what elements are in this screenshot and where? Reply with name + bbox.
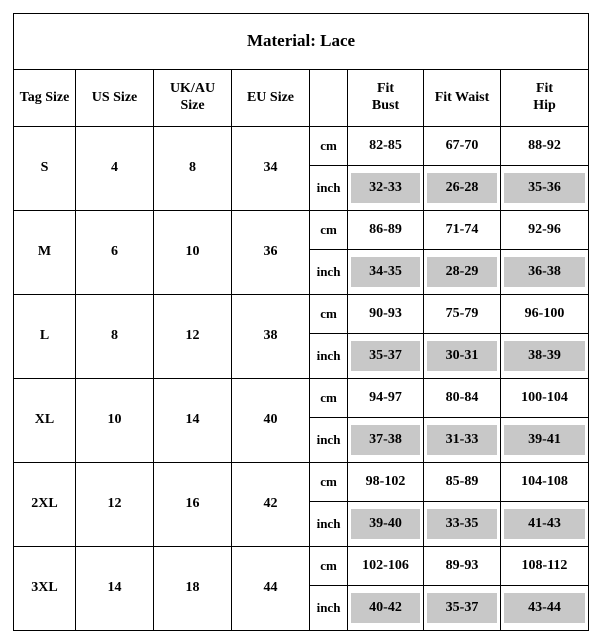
- table-title: Material: Lace: [14, 14, 589, 70]
- waist-inch-value: 28-29: [427, 257, 497, 287]
- bust-inch-value: 32-33: [351, 173, 420, 203]
- eu-size-cell: 44: [232, 547, 310, 631]
- unit-cm-label: cm: [310, 127, 348, 166]
- header-fit-hip: Fit Hip: [501, 70, 589, 127]
- hip-inch-cell: [501, 250, 589, 295]
- bust-cm-cell: 82-85: [348, 127, 424, 166]
- us-size-cell: 10: [76, 379, 154, 463]
- us-size-cell: 6: [76, 211, 154, 295]
- hip-inch-value: 39-41: [504, 425, 585, 455]
- header-uk-au-size: UK/AU Size: [154, 70, 232, 127]
- hip-cm-cell: 108-112: [501, 547, 589, 586]
- tag-size-cell: XL: [14, 379, 76, 463]
- hip-cm-cell: 96-100: [501, 295, 589, 334]
- bust-inch-value: 35-37: [351, 341, 420, 371]
- header-us-size: US Size: [76, 70, 154, 127]
- unit-inch-label: inch: [310, 418, 348, 463]
- unit-inch-label: inch: [310, 166, 348, 211]
- hip-inch-cell: [501, 166, 589, 211]
- bust-inch-value: 40-42: [351, 593, 420, 623]
- table-row: [14, 379, 589, 418]
- hip-inch-value: 43-44: [504, 593, 585, 623]
- waist-cm-cell: 80-84: [424, 379, 501, 418]
- hip-cm-cell: 88-92: [501, 127, 589, 166]
- hip-inch-value: 38-39: [504, 341, 585, 371]
- hip-inch-value: 35-36: [504, 173, 585, 203]
- hip-cm-cell: 104-108: [501, 463, 589, 502]
- unit-cm-label: cm: [310, 295, 348, 334]
- bust-cm-cell: 86-89: [348, 211, 424, 250]
- tag-size-cell: L: [14, 295, 76, 379]
- bust-inch-value: 34-35: [351, 257, 420, 287]
- hip-inch-cell: [501, 586, 589, 631]
- hip-cm-cell: 92-96: [501, 211, 589, 250]
- waist-inch-cell: [424, 502, 501, 547]
- uk-au-size-cell: 14: [154, 379, 232, 463]
- unit-inch-label: inch: [310, 586, 348, 631]
- waist-inch-cell: [424, 166, 501, 211]
- bust-inch-cell: [348, 334, 424, 379]
- us-size-cell: 12: [76, 463, 154, 547]
- header-tag-size: Tag Size: [14, 70, 76, 127]
- hip-inch-value: 41-43: [504, 509, 585, 539]
- bust-inch-cell: [348, 418, 424, 463]
- bust-inch-cell: [348, 502, 424, 547]
- waist-cm-cell: 75-79: [424, 295, 501, 334]
- waist-inch-cell: [424, 334, 501, 379]
- bust-inch-value: 37-38: [351, 425, 420, 455]
- uk-au-size-cell: 18: [154, 547, 232, 631]
- table-row: [14, 211, 589, 250]
- waist-cm-cell: 89-93: [424, 547, 501, 586]
- uk-au-size-cell: 8: [154, 127, 232, 211]
- hip-cm-cell: 100-104: [501, 379, 589, 418]
- tag-size-cell: S: [14, 127, 76, 211]
- bust-inch-cell: [348, 166, 424, 211]
- waist-inch-value: 35-37: [427, 593, 497, 623]
- header-fit-bust: Fit Bust: [348, 70, 424, 127]
- uk-au-size-cell: 12: [154, 295, 232, 379]
- bust-inch-cell: [348, 250, 424, 295]
- bust-cm-cell: 98-102: [348, 463, 424, 502]
- bust-inch-cell: [348, 586, 424, 631]
- table-row: [14, 463, 589, 502]
- waist-inch-cell: [424, 418, 501, 463]
- size-chart-table: [13, 13, 589, 631]
- tag-size-cell: M: [14, 211, 76, 295]
- waist-inch-cell: [424, 250, 501, 295]
- unit-cm-label: cm: [310, 211, 348, 250]
- unit-cm-label: cm: [310, 547, 348, 586]
- eu-size-cell: 34: [232, 127, 310, 211]
- bust-cm-cell: 90-93: [348, 295, 424, 334]
- hip-inch-cell: [501, 418, 589, 463]
- eu-size-cell: 40: [232, 379, 310, 463]
- hip-inch-value: 36-38: [504, 257, 585, 287]
- header-eu-size: EU Size: [232, 70, 310, 127]
- waist-inch-value: 30-31: [427, 341, 497, 371]
- hip-inch-cell: [501, 334, 589, 379]
- unit-cm-label: cm: [310, 379, 348, 418]
- eu-size-cell: 36: [232, 211, 310, 295]
- hip-inch-cell: [501, 502, 589, 547]
- waist-cm-cell: 71-74: [424, 211, 501, 250]
- unit-inch-label: inch: [310, 502, 348, 547]
- tag-size-cell: 2XL: [14, 463, 76, 547]
- us-size-cell: 8: [76, 295, 154, 379]
- us-size-cell: 4: [76, 127, 154, 211]
- header-fit-waist: Fit Waist: [424, 70, 501, 127]
- waist-inch-value: 26-28: [427, 173, 497, 203]
- table-row: [14, 295, 589, 334]
- bust-cm-cell: 94-97: [348, 379, 424, 418]
- waist-inch-cell: [424, 586, 501, 631]
- waist-inch-value: 33-35: [427, 509, 497, 539]
- waist-inch-value: 31-33: [427, 425, 497, 455]
- unit-inch-label: inch: [310, 334, 348, 379]
- bust-inch-value: 39-40: [351, 509, 420, 539]
- waist-cm-cell: 85-89: [424, 463, 501, 502]
- waist-cm-cell: 67-70: [424, 127, 501, 166]
- bust-cm-cell: 102-106: [348, 547, 424, 586]
- table-row: [14, 547, 589, 586]
- us-size-cell: 14: [76, 547, 154, 631]
- uk-au-size-cell: 10: [154, 211, 232, 295]
- header-unit: [310, 70, 348, 127]
- eu-size-cell: 42: [232, 463, 310, 547]
- unit-inch-label: inch: [310, 250, 348, 295]
- tag-size-cell: 3XL: [14, 547, 76, 631]
- unit-cm-label: cm: [310, 463, 348, 502]
- uk-au-size-cell: 16: [154, 463, 232, 547]
- table-row: [14, 127, 589, 166]
- eu-size-cell: 38: [232, 295, 310, 379]
